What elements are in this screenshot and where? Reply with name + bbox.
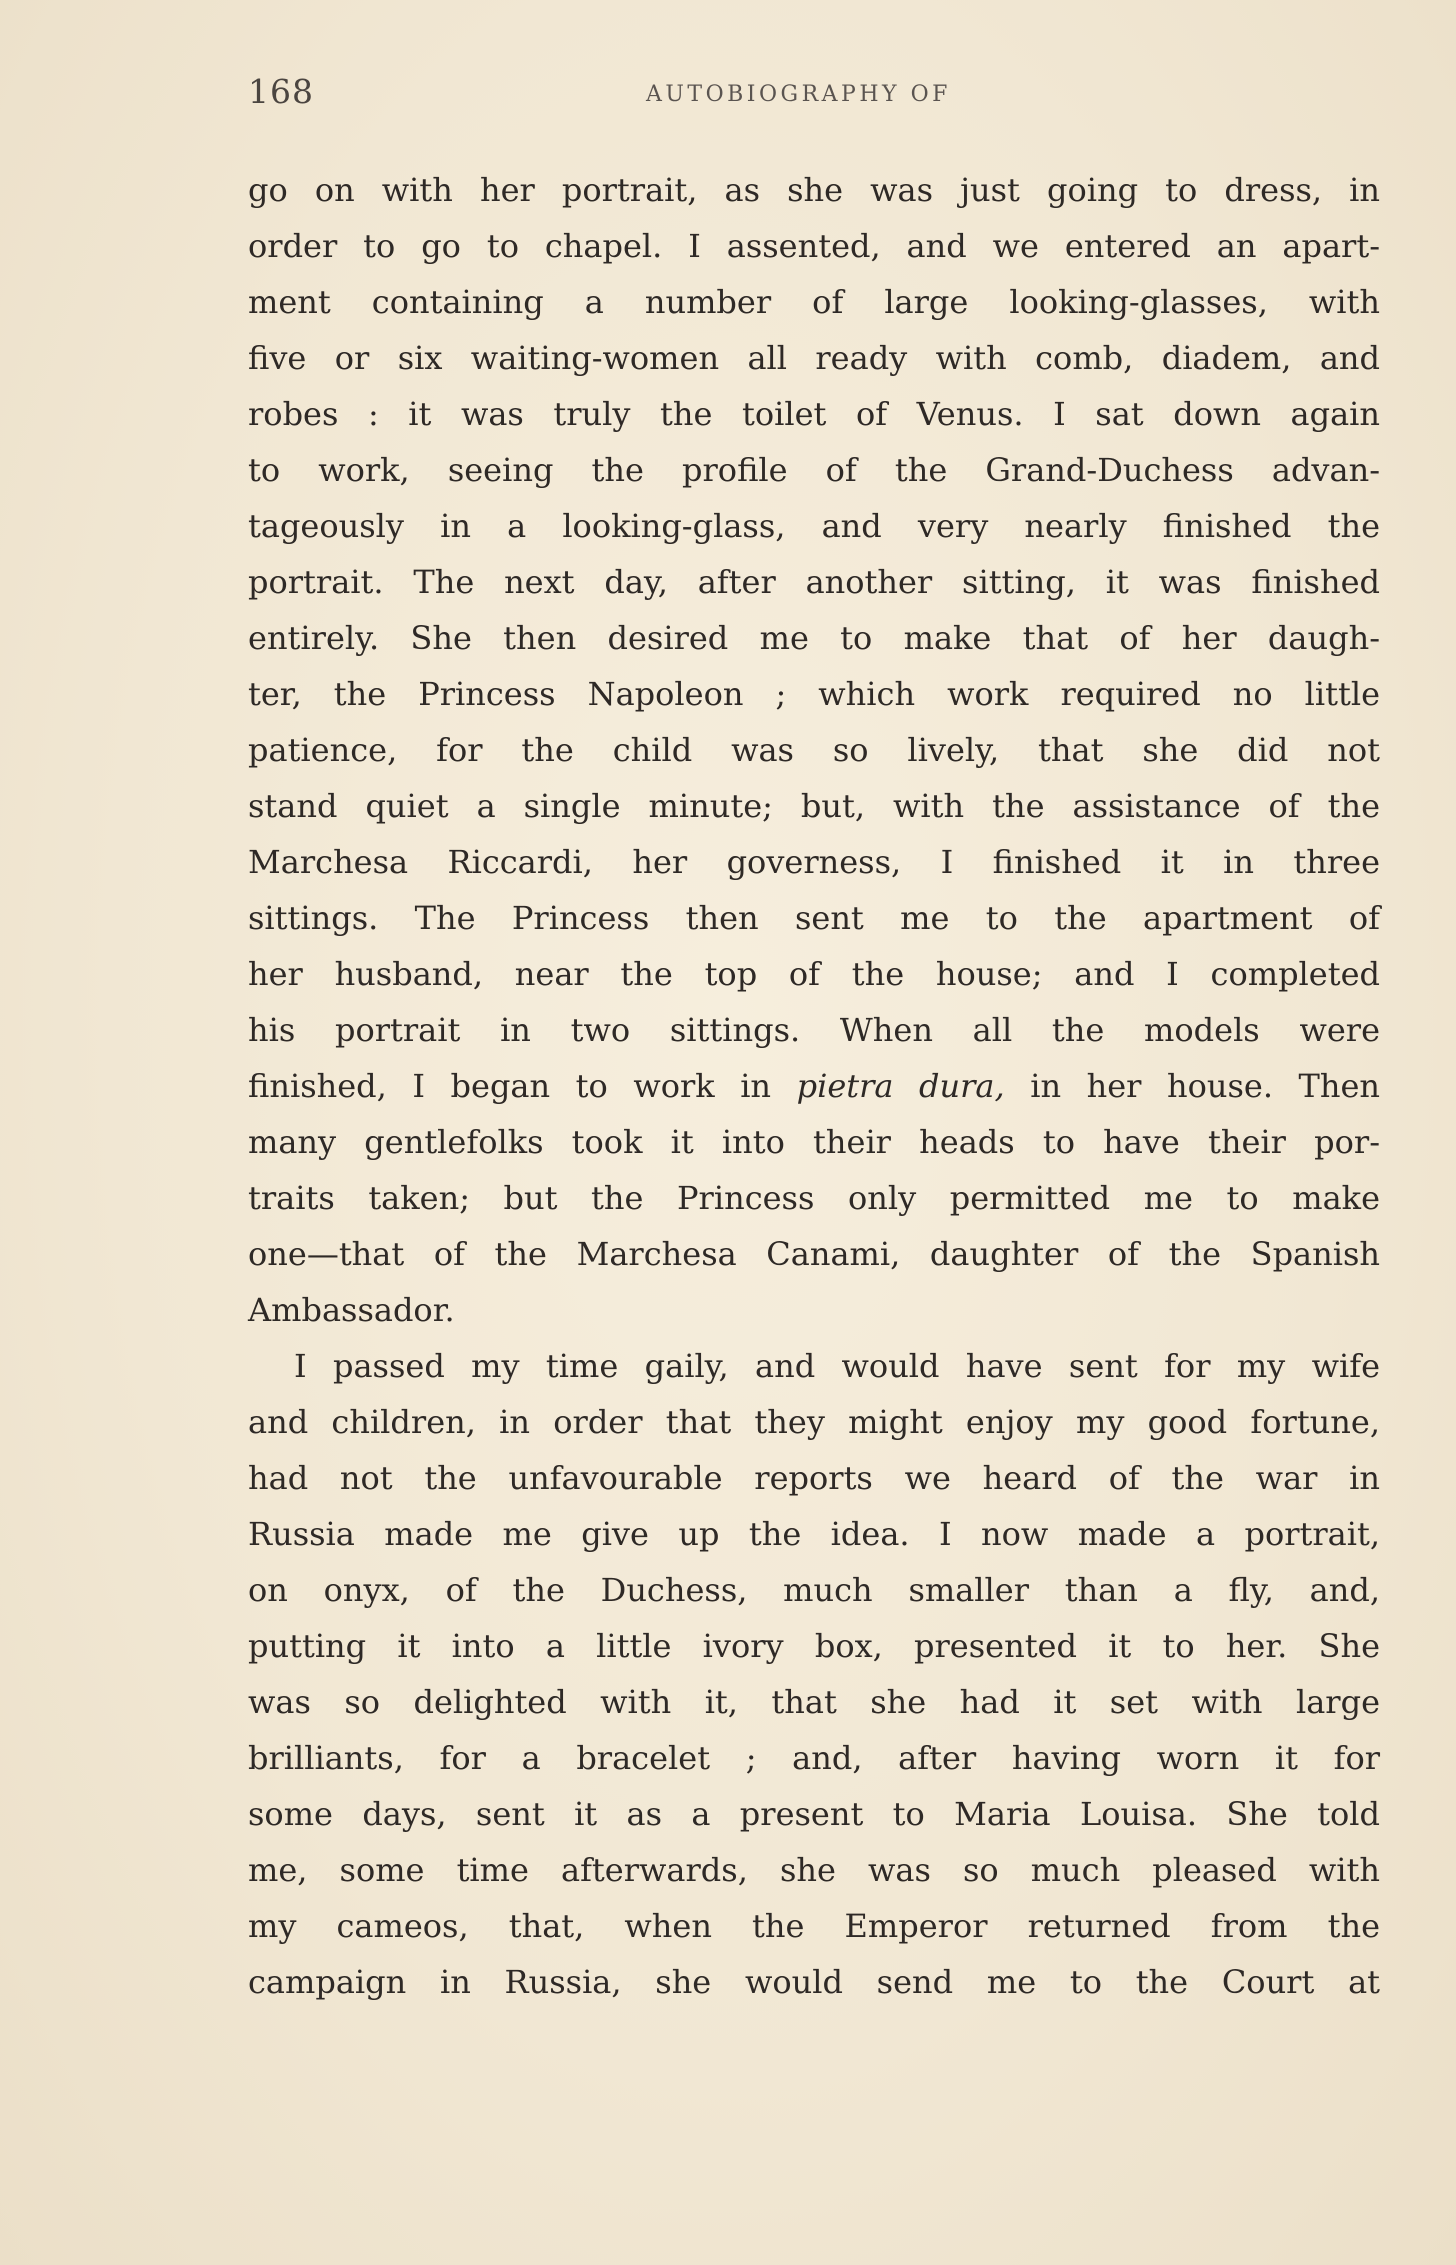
text-line: Russia made me give up the idea. I now made a portrait,: [248, 1515, 1380, 1553]
text-line: order to go to chapel. I assented, and we entered an apart-: [248, 227, 1380, 265]
text-line: campaign in Russia, she would send me to the Court at: [248, 1963, 1380, 2001]
running-head: AUTOBIOGRAPHY OF: [646, 82, 951, 107]
text-line: my cameos, that, when the Emperor returned from the: [248, 1907, 1380, 1945]
text-line: and children, in order that they might enjoy my good fortune,: [248, 1403, 1380, 1441]
page-number: 168: [248, 72, 314, 111]
text-line: ter, the Princess Napoleon ; which work required no little: [248, 675, 1380, 713]
text-line: five or six waiting-women all ready with comb, diadem, and: [248, 339, 1380, 377]
text-line: Ambassador.: [248, 1291, 455, 1329]
paragraph: [248, 162, 1380, 1338]
text-line: portrait. The next day, after another sitting, it was finished: [248, 563, 1380, 601]
body-text: [248, 162, 1380, 2010]
text-line: was so delighted with it, that she had it set with large: [248, 1683, 1380, 1721]
text-line: some days, sent it as a present to Maria Louisa. She told: [248, 1795, 1380, 1833]
text-line: her husband, near the top of the house; and I completed: [248, 955, 1380, 993]
text-line: robes : it was truly the toilet of Venus. I sat down again: [248, 395, 1380, 433]
text-line: patience, for the child was so lively, that she did not: [248, 731, 1380, 769]
text-line: sittings. The Princess then sent me to the apartment of: [248, 899, 1380, 937]
text-line: I passed my time gaily, and would have sent for my wife: [294, 1347, 1380, 1385]
text-line: putting it into a little ivory box, presented it to her. She: [248, 1627, 1380, 1665]
text-line: on onyx, of the Duchess, much smaller than a fly, and,: [248, 1571, 1380, 1609]
text-line: brilliants, for a bracelet ; and, after having worn it for: [248, 1739, 1380, 1777]
text-line: ment containing a number of large looking-glasses, with: [248, 283, 1380, 321]
paragraph: [248, 1338, 1380, 2010]
text-run: in her house. Then: [1004, 1067, 1381, 1105]
text-line: Marchesa Riccardi, her governess, I finished it in three: [248, 843, 1380, 881]
page-header: [248, 72, 1380, 122]
text-line: to work, seeing the profile of the Grand-Duchess advan-: [248, 451, 1380, 489]
text-line: many gentlefolks took it into their heads to have their por-: [248, 1123, 1380, 1161]
text-line-with-italic: [248, 1058, 1380, 1114]
text-line: stand quiet a single minute; but, with the assistance of the: [248, 787, 1380, 825]
text-line: his portrait in two sittings. When all the models were: [248, 1011, 1380, 1049]
italic-phrase: pietra dura,: [796, 1067, 1005, 1105]
text-line: had not the unfavourable reports we heard of the war in: [248, 1459, 1380, 1497]
text-run: finished, I began to work in: [248, 1067, 797, 1105]
text-line: entirely. She then desired me to make that of her daugh-: [248, 619, 1380, 657]
text-line: tageously in a looking-glass, and very nearly finished the: [248, 507, 1380, 545]
text-line: one—that of the Marchesa Canami, daughter of the Spanish: [248, 1235, 1380, 1273]
text-line: me, some time afterwards, she was so much pleased with: [248, 1851, 1380, 1889]
text-line: go on with her portrait, as she was just going to dress, in: [248, 171, 1380, 209]
text-line: traits taken; but the Princess only permitted me to make: [248, 1179, 1380, 1217]
